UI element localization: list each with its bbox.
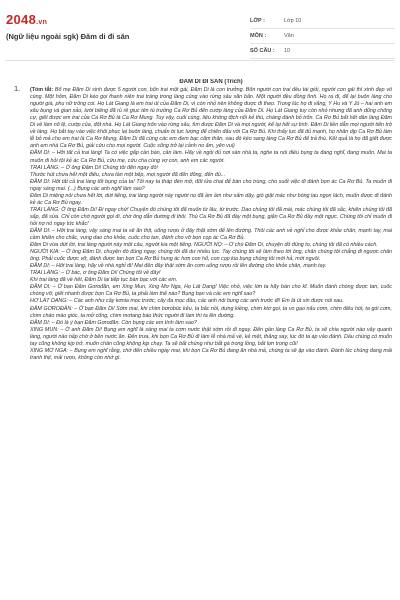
dialogue-paragraph: XING MUN: – Ờ anh Đăm Di! Bụng em nghĩ là sáng mai ta cơm nước thật sớm rồi đi ngay. Đến gần làng Ca Rơ Bủ, ta sẽ chia người nào vây quanh làng, người nào nấp chờ ở bến nước ăn. Đến trưa, khi bọn Ca Rơ Bủ đi làm lễ nhà mả về, kẻ mệt, thằng say, lúc đó ta áp vào đánh. Dầu chúng có muốn tay cũng không kịp trở, muốn chân cũng không kịp chạy. Ta sẽ bắt chúng như bắt gà trong lồng, bắt lợn trong cũi! [30, 326, 392, 347]
question-number: 1. [14, 84, 21, 93]
dialogue-paragraph: HƠ LÁT DANG: – Các anh như cây kơnia mọc trước, cây đa mọc đầu, các anh nói bụng các anh trước đi! Em là út xin được nói sau. [30, 298, 344, 305]
site-logo[interactable] [6, 12, 47, 27]
dialogue-paragraph: XING MƠ NGA: – Bụng em nghĩ rằng, chờ đến chiều ngày mai, khi bọn Ca Rơ Bủ đang ăn nhà mả, chúng ta sẽ ập vào đánh. Đánh lúc chúng đang mải tranh thịt, mải rượu, không còn nhớ gì. [30, 347, 392, 361]
question-content [30, 79, 392, 600]
meta-label: MÔN : [250, 33, 267, 39]
dialogue-paragraph: ĐĂM DI: – Đó là ý bạn Đăm Gơrođăn. Còn bụng các em tính làm sao? [30, 319, 197, 326]
meta-label: LỚP : [250, 18, 265, 24]
meta-value: Lớp 10 [284, 18, 302, 24]
dialogue-paragraph: TRAI LÀNG: Ờ ông Đăm Di! Đi ngay chứ! Chuyện đó chúng tôi đã muốn từ lâu, từ trước. Dao chúng tôi đã mài, mác chúng tôi đã sắc, khiên chúng tôi đã sắp, đã sửa. Chỉ còn chờ người gọi đi, chờ ông dẫn đường đi thôi. Thù Ca Rơ Bủ đã đầy một bụng, giận Ca Rơ Bủ đầy một ngực. Chúng tôi chỉ muốn đi hỏi nợ nó ngay tức khắc! [30, 206, 392, 227]
dialogue-paragraph: TRAI LÀNG: – Ờ bác, ơ ông Đăm Di! Chúng tôi về đây! [30, 270, 161, 277]
dialogue-paragraph: Khi trai làng đã về hết, Đăm Di lại tiếp tục bàn bạc với các em. [30, 277, 178, 284]
dialogue-paragraph: ĐĂM DI: Hỡi tất cả trai làng tốt bụng của ta! Tối nay ta tháp đèn mỡ, đốt lửa chai để bàn cho trùng, cho suốt việc đi đánh bọn ác Ca Rơ Bủ. Ta muốn đi ngay sáng mai. (...) Bụng các anh nghĩ làm sao? [30, 178, 392, 192]
summary-label: (Tóm tắt: [30, 87, 54, 94]
dialogue-paragraph: Đăm Di miệng nói chưa hết lời, dứt tiếng, trai làng người này người nọ đã ầm ầm như sấm dậy, gió giật mác như bóng lau ngọn lách, muốn được đi đánh kẻ ác Ca Rơ Bủ ngay. [30, 192, 392, 206]
meta-info-panel [250, 14, 395, 59]
dialogue-paragraph: ĐĂM DI: – Hỡi tất cả trai làng! Ta có việc gấp cần bàn, cần làm. Hãy về ngồi đủ nơi sàn nhà ta, nghe ta nói điều bụng ta đang nghĩ, đang muốn. Mai ta muốn đi hỏi tội kẻ ác Ca Rơ Bủ, cứu mẹ, cứu cha cùng vợ con, anh em các người. [30, 150, 392, 164]
document-subtitle: (Ngữ liệu ngoài sgk) Đăm di đi săn [6, 32, 130, 41]
meta-value: 10 [284, 48, 291, 54]
summary-paragraph [30, 87, 392, 150]
meta-row-class [250, 14, 395, 29]
dialogue-paragraph: Đăm Di vừa dứt lời, trai làng người này một câu, người kia một tiếng. NGƯỜI NỌ: – Ơ chú Đăm Di, chuyện đó đúng to, chúng tôi đã có nhiều cách. [30, 242, 378, 249]
excerpt-title: ĐĂM DI ĐI SĂN (Trích) [179, 79, 243, 85]
dialogue-paragraph: ĐĂM DI: – Hỡi trai làng, vậy sáng mai ta sẽ ăn thịt, uống rượu ở đây thật sớm để lên đường. Thôi các anh về nghỉ cho được khỏe chân, mạnh tay, mai cầm khiên cho chắc, vung dao cho khỏe, cuốc cho tan, đánh cho vỡ bọn cọp ác Ca Rơ Bủ. [30, 227, 392, 242]
dialogue-paragraph: ĐĂM DI: – Hỡi trai làng, hãy về nhà nghỉ đi! Mai đến đây thật sớm ăn cơm uống rượu rồi lên đường cho khỏe chân, mạnh tay. [30, 263, 327, 270]
dialogue-paragraph: TRAI LÀNG: – Ờ ông Đăm Di! Chúng tôi đến ngay đó! [30, 164, 158, 171]
meta-label: SỐ CÂU : [250, 48, 275, 54]
header-divider [6, 60, 394, 61]
dialogue-paragraph: NGƯỜI KIA: – Ờ ông Đăm Di, chuyện đó đúng ngay, chúng tôi đã dư nhiều lực. Tay chúng tôi sẽ làm theo lời ông, chân chúng tôi chẳng đi ngược chân ông. Phải cuốc được vỡ, đánh được tan bọn Ca Rơ Bủ hung ác hơn con hổ, con cọp kia bụng chúng tôi mới hả, mới nguôi. [30, 249, 392, 263]
dialogue-paragraph: Thước hút chưa hết một điếu, chưa tàn một bếp, mọi người đã đến đông, đến đủ... [30, 171, 226, 178]
page-header [0, 0, 400, 60]
meta-row-subject [250, 29, 395, 44]
meta-value: Văn [284, 33, 294, 39]
dialogue-paragraph: ĐĂM DI: – Ờ bạn Đăm Gơrođăn, em Xing Mun, Xing Mơ Nga, Họ Lát Dang! Việc nhỏ, việc lớn ta hãy bàn cho kĩ. Muốn đánh chóng được tan, cuốc chóng vỡ, giết nhanh được bọn Ca Rơ Bủ, ta phải làm thế nào? Bụng bạn và các em nghĩ sao? [30, 284, 392, 298]
logo-main: 2048 [6, 12, 37, 27]
summary-text: Bố mẹ Đăm Di sinh được 5 người con, bốn trai một gái, Đăm Di là con trưởng. Bốn người con trai đều tài giỏi, người con gái thì xinh đẹp vô cùng. Một hôm, Đăm Di kéo gọi thanh niên trai tráng trong làng cùng vào rừng sâu săn bắn. Một người đều đồng tình. Họ ra đi, để lại buôn làng cho người già, phụ nữ trông coi. Họ Lát Giang là em trai út của Đăm Di, vì còn nhỏ nên không được đi theo. Trong lúc họ đi vắng, Y Hu và Y Jú – hai anh em xấu bụng và gian xảo, lười biếng đã rủ rê giục tên tù trưởng Ca Rơ Bủ đến cướp làng của Đăm Di. Họ Lát Giang tuy còn nhỏ nhưng đã anh dũng chống cự, giết được em trai của Ca Rơ Bủ là Ca Rơ Mung. Tuy vậy, cuối cùng, liệu không địch nổi kẻ thù, chàng đành bỏ trốn. Ca Rơ Bủ bắt hết dân làng Đăm Di về làm nô lệ, cướp của, đốt nhà. Họ Lát Giang trốn vào rừng sâu, tìm được Đăm Di và mọi người, kể lại hết sự tình. Đăm Di liền dẫn mọi người tiến trở về làng. Họ bắt tay vào việc khôi phục lại buôn làng, chuẩn bị lực lượng để chiến đấu với Ca Rơ Bủ. Khi thấy lực đã đủ mạnh, họ nhân dịp Ca Rơ Bủ làm lễ bỏ mả cho em trai là Ca Rơ Mung, Đăm Di đã cùng các em đem bạc cấm thân, sau đó kéo sang làng Ca Rơ Bủ để trả thù. Kết quả là họ đã giết được anh em nhà Ca Rơ Bủ, giải cứu cho mọi người. Cuộc sống trở lại cảnh no ấm, yên vui) [30, 87, 392, 150]
logo-tld: .vn [36, 19, 48, 26]
meta-row-question-count [250, 44, 395, 59]
dialogue-paragraph: ĐĂM GƠROĐĂN: – Ờ bạn Đăm Di! Sớm mai, khi chim bơrobúc kêu, ta bắc nồi, dựng kiềng, chim ktơ gọi, ta vo gạo nấu cơm, chim điêu hót, ta gói cơm, chim cháo mào gióc, ta mở cổng, chim mơtang báo thức người đi làm thì ta lên đường. [30, 305, 392, 319]
